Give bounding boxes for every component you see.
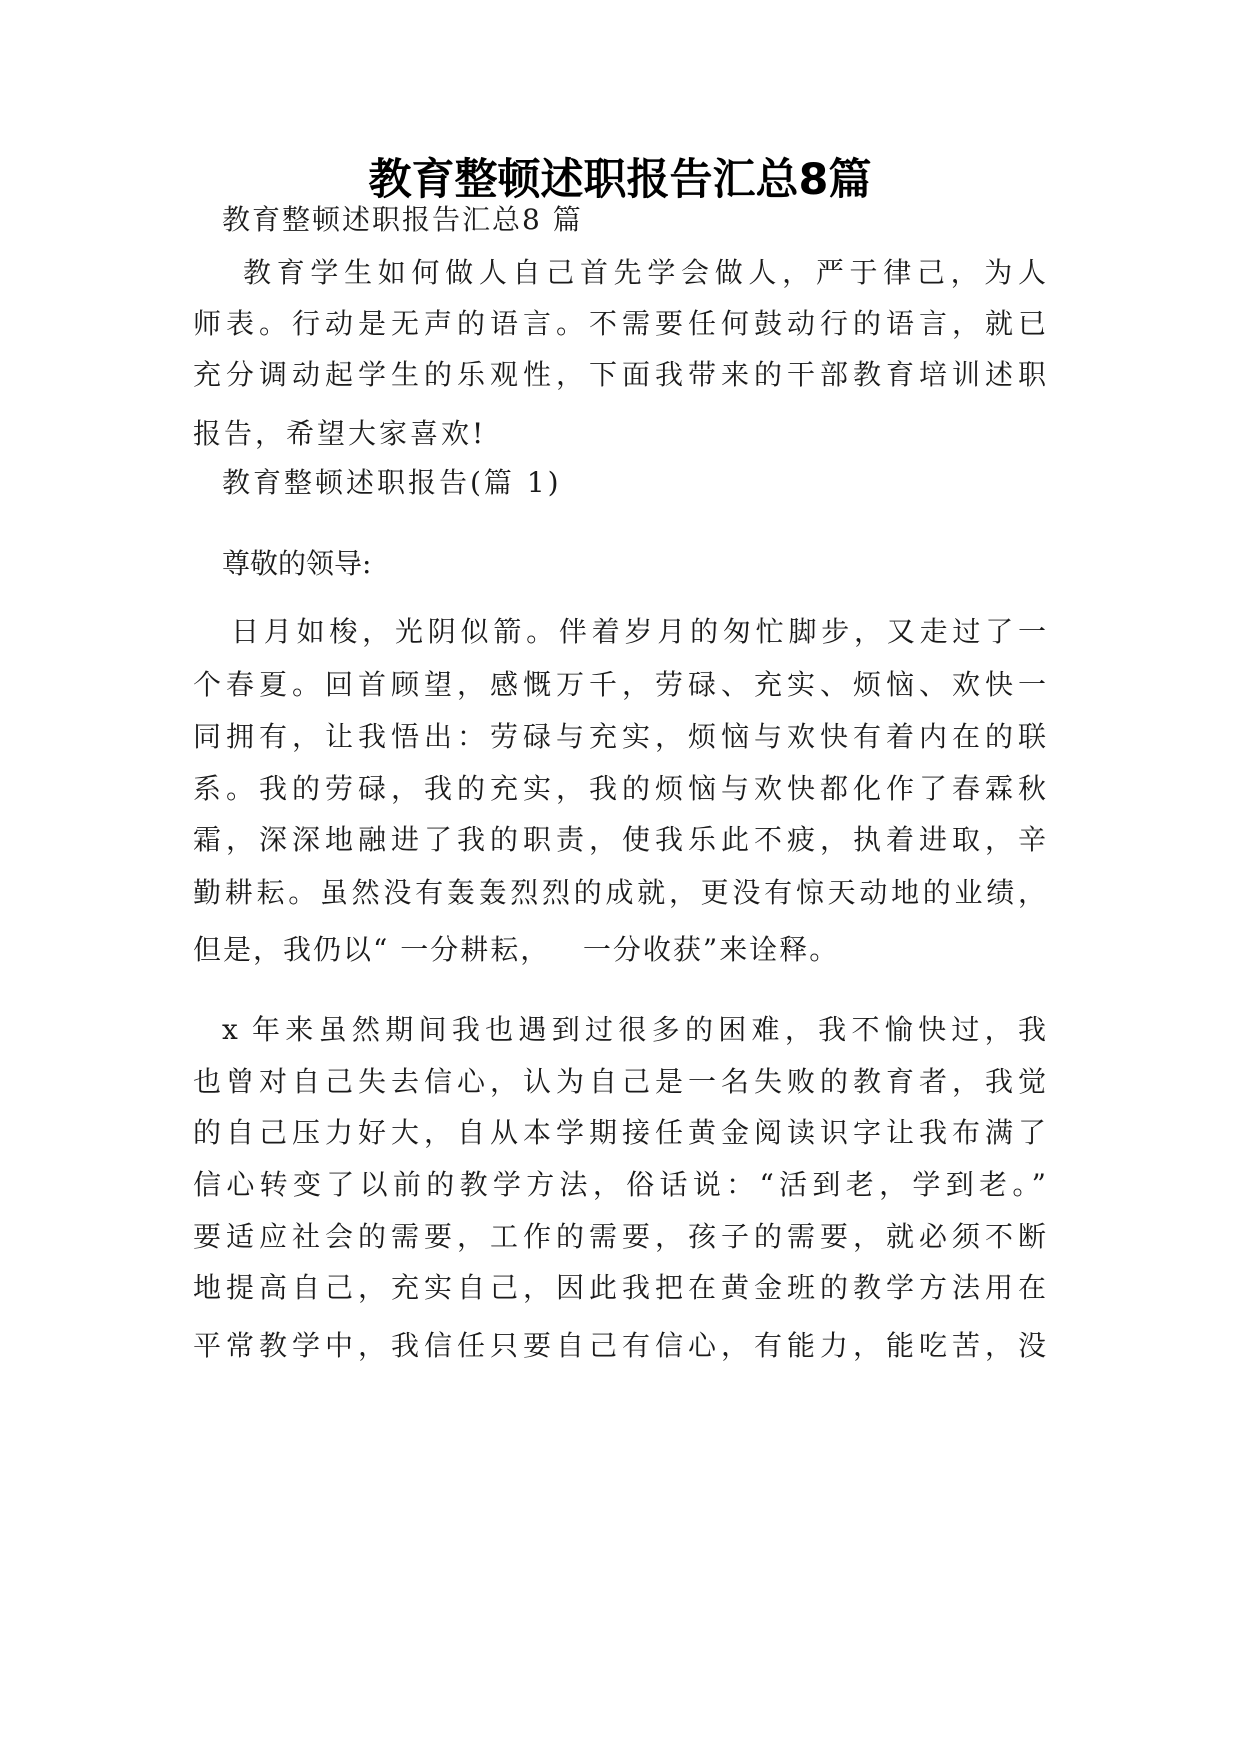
salutation: 尊敬的领导:: [222, 547, 372, 580]
paragraph1-line: 个春夏。回首顾望，感慨万千，劳碌、充实、烦恼、欢快一: [193, 668, 1046, 701]
paragraph1-line: 霜，深深地融进了我的职责，使我乐此不疲，执着进取，辛: [193, 823, 1046, 856]
paragraph1-line: 勤耕耘。虽然没有轰轰烈烈的成就，更没有惊天动地的业绩，: [193, 876, 1046, 909]
paragraph1-line: 同拥有，让我悟出：劳碌与充实，烦恼与欢快有着内在的联: [193, 720, 1046, 753]
intro-line: 师表。行动是无声的语言。不需要任何鼓动行的语言，就已: [193, 307, 1046, 340]
paragraph2-line: x 年来虽然期间我也遇到过很多的困难，我不愉快过，我: [222, 1013, 1046, 1046]
intro-line: 充分调动起学生的乐观性，下面我带来的干部教育培训述职: [193, 358, 1046, 391]
paragraph2-line: 也曾对自己失去信心，认为自己是一名失败的教育者，我觉: [193, 1065, 1046, 1098]
document-title: 教育整顿述职报告汇总8篇: [368, 155, 872, 205]
paragraph1-line: 日月如梭，光阴似箭。伴着岁月的匆忙脚步，又走过了一: [231, 615, 1046, 648]
paragraph2-line: 地提高自己，充实自己，因此我把在黄金班的教学方法用在: [193, 1271, 1046, 1304]
intro-line: 报告，希望大家喜欢!: [193, 417, 487, 450]
paragraph2-line: 的自己压力好大，自从本学期接任黄金阅读识字让我布满了: [193, 1116, 1046, 1149]
section-heading: 教育整顿述职报告(篇 1): [222, 466, 562, 499]
paragraph1-line: 但是，我仍以“ 一分耕耘， 一分收获”来诠释。: [193, 933, 840, 966]
paragraph2-line: 信心转变了以前的教学方法，俗话说：“活到老，学到老。”: [193, 1168, 1046, 1201]
paragraph1-line: 系。我的劳碌，我的充实，我的烦恼与欢快都化作了春霖秋: [193, 772, 1046, 805]
paragraph2-line: 平常教学中，我信任只要自己有信心，有能力，能吃苦，没: [193, 1329, 1046, 1362]
intro-line: 教育学生如何做人自己首先学会做人，严于律己，为人: [243, 256, 1046, 289]
paragraph2-line: 要适应社会的需要，工作的需要，孩子的需要，就必须不断: [193, 1220, 1046, 1253]
subtitle: 教育整顿述职报告汇总8 篇: [222, 203, 583, 236]
